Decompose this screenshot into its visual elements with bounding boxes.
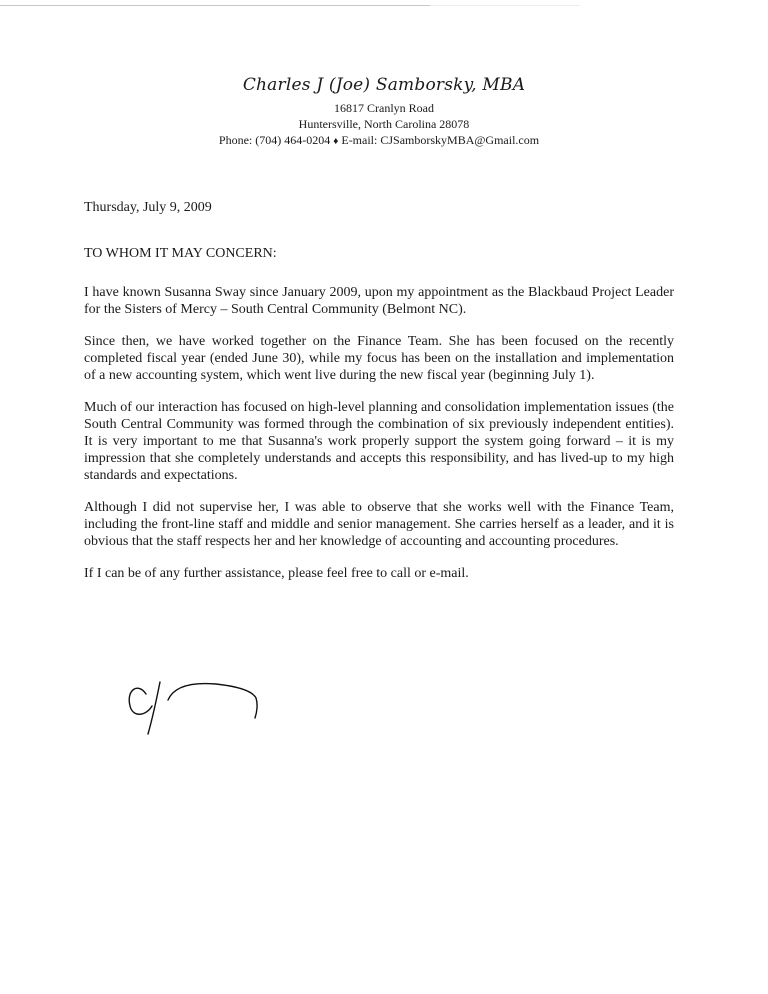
diamond-separator-icon: ♦ [333, 136, 339, 147]
paragraph-1: I have known Susanna Sway since January 2009, upon my appointment as the Blackbaud Project Leader for the Sisters of Mercy – South Central Community (Belmont NC). [84, 285, 674, 317]
email-address: E-mail: CJSamborskyMBA@Gmail.com [341, 133, 540, 147]
address-street: 16817 Cranlyn Road [334, 101, 434, 115]
salutation: TO WHOM IT MAY CONCERN: [84, 246, 277, 261]
paragraph-4: Although I did not supervise her, I was able to observe that she works well with the Finance Team, including the front-line staff and middle and senior management. She carries herself as a leader, and it is obvious that the staff respects her and her knowledge of accounting and accounting procedures. [84, 500, 674, 549]
paragraph-2: Since then, we have worked together on the Finance Team. She has been focused on the recently completed fiscal year (ended June 30), while my focus has been on the installation and implementation of a new accounting system, which went live during the new fiscal year (beginning July 1). [84, 334, 674, 383]
address-city: Huntersville, North Carolina 28078 [298, 117, 470, 131]
letterhead [0, 70, 768, 150]
scan-edge-line [0, 5, 430, 6]
paragraph-3: Much of our interaction has focused on high-level planning and consolidation implementation issues (the South Central Community was formed through the combination of six previously independent entities). It is very important to me that Susanna's work properly support the system going forward – it is my impression that she completely understands and accepts this responsibility, and has lived-up to my high standards and expectations. [84, 400, 674, 483]
sender-name: Charles J (Joe) Samborsky, MBA [242, 75, 526, 95]
letter-date: Thursday, July 9, 2009 [84, 200, 212, 215]
letter-body [84, 284, 674, 597]
scan-edge-line-faint [430, 5, 580, 6]
paragraph-5: If I can be of any further assistance, please feel free to call or e-mail. [84, 566, 469, 581]
signature [124, 672, 264, 752]
contact-line [0, 132, 768, 150]
phone-number: Phone: (704) 464-0204 [218, 133, 331, 147]
